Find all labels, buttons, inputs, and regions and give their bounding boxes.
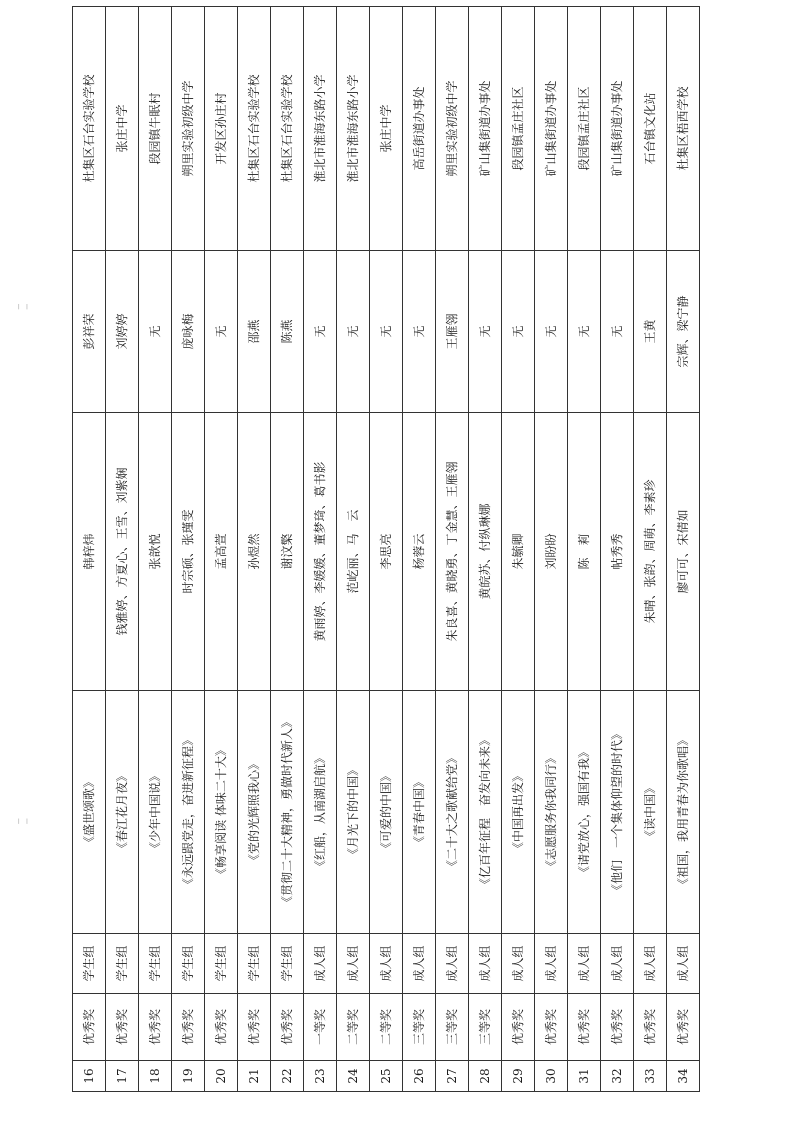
- work-title-cell: 《亿百年征程 奋发向未来》: [469, 691, 502, 934]
- unit-cell: 高岳街道办事处: [403, 7, 436, 251]
- authors-cell: 黄皖苏、付纵琳娜: [469, 413, 502, 691]
- unit-cell: 矿山集街道办事处: [601, 7, 634, 251]
- group-cell: 成人组: [337, 934, 370, 994]
- table-row: [139, 7, 172, 1092]
- work-title-cell: 《党的光辉照我心》: [238, 691, 271, 934]
- work-title-cell: 《春江花月夜》: [106, 691, 139, 934]
- tutor-cell: 邵燕: [238, 251, 271, 413]
- work-title-cell: 《他们 一个集体仰望的时代》: [601, 691, 634, 934]
- authors-cell: 韩梓炜: [73, 413, 106, 691]
- row-number-cell: 23: [304, 1061, 337, 1092]
- table-row: [172, 7, 205, 1092]
- table-row: [370, 7, 403, 1092]
- unit-cell: 杜集区石台实验学校: [271, 7, 304, 251]
- work-title-cell: 《祖国，我用青春为你歌唱》: [667, 691, 700, 934]
- authors-cell: 陈 莉: [568, 413, 601, 691]
- unit-cell: 朔里实验初级中学: [436, 7, 469, 251]
- award-level-cell: 优秀奖: [139, 994, 172, 1061]
- award-level-cell: 二等奖: [370, 994, 403, 1061]
- unit-cell: 淮北市淮海东路小学: [304, 7, 337, 251]
- table-row: [535, 7, 568, 1092]
- row-number-cell: 21: [238, 1061, 271, 1092]
- award-table: [72, 6, 700, 1092]
- group-cell: 成人组: [436, 934, 469, 994]
- table-row: [502, 7, 535, 1092]
- award-level-cell: 三等奖: [469, 994, 502, 1061]
- group-cell: 学生组: [73, 934, 106, 994]
- award-level-cell: 优秀奖: [238, 994, 271, 1061]
- work-title-cell: 《少年中国说》: [139, 691, 172, 934]
- unit-cell: 矿山集街道办事处: [535, 7, 568, 251]
- work-title-cell: 《志愿服务你我同行》: [535, 691, 568, 934]
- row-number-cell: 22: [271, 1061, 304, 1092]
- award-level-cell: 优秀奖: [172, 994, 205, 1061]
- unit-cell: 矿山集街道办事处: [469, 7, 502, 251]
- row-number-cell: 34: [667, 1061, 700, 1092]
- group-cell: 学生组: [106, 934, 139, 994]
- unit-cell: 杜集区梧西学校: [667, 7, 700, 251]
- award-level-cell: 优秀奖: [568, 994, 601, 1061]
- unit-cell: 张庄中学: [106, 7, 139, 251]
- authors-cell: 孟高萱: [205, 413, 238, 691]
- row-number-cell: 29: [502, 1061, 535, 1092]
- table-row: [238, 7, 271, 1092]
- award-level-cell: 三等奖: [403, 994, 436, 1061]
- tutor-cell: 无: [403, 251, 436, 413]
- row-number-cell: 28: [469, 1061, 502, 1092]
- work-title-cell: 《请党放心，强国有我》: [568, 691, 601, 934]
- authors-cell: 廖可可、宋倩如: [667, 413, 700, 691]
- authors-cell: 时宗硕、张瑾雯: [172, 413, 205, 691]
- tutor-cell: 宗辉、梁宁静: [667, 251, 700, 413]
- table-row: [73, 7, 106, 1092]
- work-title-cell: 《中国再出发》: [502, 691, 535, 934]
- table-row: [601, 7, 634, 1092]
- work-title-cell: 《月光下的中国》: [337, 691, 370, 934]
- row-number-cell: 31: [568, 1061, 601, 1092]
- group-cell: 成人组: [667, 934, 700, 994]
- award-level-cell: 一等奖: [304, 994, 337, 1061]
- award-level-cell: 优秀奖: [634, 994, 667, 1061]
- work-title-cell: 《青春中国》: [403, 691, 436, 934]
- row-number-cell: 17: [106, 1061, 139, 1092]
- table-row: [469, 7, 502, 1092]
- rotated-table-container: [72, 42, 700, 1092]
- table-row: [634, 7, 667, 1092]
- work-title-cell: 《贯彻二十大精神，勇做时代新人》: [271, 691, 304, 934]
- tutor-cell: 无: [337, 251, 370, 413]
- row-number-cell: 30: [535, 1061, 568, 1092]
- award-level-cell: 优秀奖: [601, 994, 634, 1061]
- work-title-cell: 《读中国》: [634, 691, 667, 934]
- row-number-cell: 24: [337, 1061, 370, 1092]
- table-row: [337, 7, 370, 1092]
- authors-cell: 孙煜然: [238, 413, 271, 691]
- group-cell: 成人组: [304, 934, 337, 994]
- tutor-cell: 无: [568, 251, 601, 413]
- row-number-cell: 20: [205, 1061, 238, 1092]
- group-cell: 成人组: [403, 934, 436, 994]
- tutor-cell: 无: [601, 251, 634, 413]
- row-number-cell: 32: [601, 1061, 634, 1092]
- tutor-cell: 王黄: [634, 251, 667, 413]
- group-cell: 成人组: [469, 934, 502, 994]
- award-level-cell: 三等奖: [436, 994, 469, 1061]
- award-level-cell: 二等奖: [337, 994, 370, 1061]
- award-level-cell: 优秀奖: [667, 994, 700, 1061]
- table-row: [568, 7, 601, 1092]
- table-row: [205, 7, 238, 1092]
- group-cell: 成人组: [535, 934, 568, 994]
- authors-cell: 杨蓉云: [403, 413, 436, 691]
- row-number-cell: 19: [172, 1061, 205, 1092]
- tutor-cell: 无: [139, 251, 172, 413]
- authors-cell: 张歆悦: [139, 413, 172, 691]
- tutor-cell: 无: [370, 251, 403, 413]
- unit-cell: 淮北市淮海东路小学: [337, 7, 370, 251]
- award-level-cell: 优秀奖: [535, 994, 568, 1061]
- authors-cell: 朱晴、张韵、周萌、李素珍: [634, 413, 667, 691]
- authors-cell: 刘盼盼: [535, 413, 568, 691]
- row-number-cell: 25: [370, 1061, 403, 1092]
- scan-mark-top: ╷ ╷: [16, 300, 30, 310]
- work-title-cell: 《盛世颂歌》: [73, 691, 106, 934]
- group-cell: 成人组: [370, 934, 403, 994]
- tutor-cell: 无: [205, 251, 238, 413]
- unit-cell: 段园镇牛眠村: [139, 7, 172, 251]
- tutor-cell: 无: [535, 251, 568, 413]
- row-number-cell: 26: [403, 1061, 436, 1092]
- unit-cell: 石台镇文化站: [634, 7, 667, 251]
- unit-cell: 杜集区石台实验学校: [238, 7, 271, 251]
- authors-cell: 朱毓卿: [502, 413, 535, 691]
- authors-cell: 李思亮: [370, 413, 403, 691]
- group-cell: 学生组: [238, 934, 271, 994]
- table-row: [304, 7, 337, 1092]
- unit-cell: 段园镇孟庄社区: [502, 7, 535, 251]
- tutor-cell: 彭祥荣: [73, 251, 106, 413]
- row-number-cell: 16: [73, 1061, 106, 1092]
- unit-cell: 朔里实验初级中学: [172, 7, 205, 251]
- authors-cell: 钱雅婷、方夏心、王雪、刘紫娴: [106, 413, 139, 691]
- tutor-cell: 无: [502, 251, 535, 413]
- unit-cell: 开发区孙庄村: [205, 7, 238, 251]
- group-cell: 成人组: [601, 934, 634, 994]
- authors-cell: 黄雨婷、李媛媛、董梦琦、葛书影: [304, 413, 337, 691]
- award-level-cell: 优秀奖: [205, 994, 238, 1061]
- work-title-cell: 《红船，从南湖启航》: [304, 691, 337, 934]
- unit-cell: 张庄中学: [370, 7, 403, 251]
- group-cell: 学生组: [139, 934, 172, 994]
- group-cell: 学生组: [172, 934, 205, 994]
- work-title-cell: 《畅享阅读 体味二十大》: [205, 691, 238, 934]
- authors-cell: 朱良喜、黄晓勇、丁金慧、王雁翎: [436, 413, 469, 691]
- table-row: [436, 7, 469, 1092]
- award-level-cell: 优秀奖: [502, 994, 535, 1061]
- authors-cell: 谢汶檠: [271, 413, 304, 691]
- tutor-cell: 庞咏梅: [172, 251, 205, 413]
- tutor-cell: 刘婷婷: [106, 251, 139, 413]
- table-row: [106, 7, 139, 1092]
- authors-cell: 帖秀秀: [601, 413, 634, 691]
- work-title-cell: 《可爱的中国》: [370, 691, 403, 934]
- table-row: [271, 7, 304, 1092]
- group-cell: 成人组: [634, 934, 667, 994]
- award-table-body: [73, 7, 700, 1092]
- group-cell: 成人组: [502, 934, 535, 994]
- award-level-cell: 优秀奖: [271, 994, 304, 1061]
- award-level-cell: 优秀奖: [106, 994, 139, 1061]
- tutor-cell: 陈燕: [271, 251, 304, 413]
- table-row: [667, 7, 700, 1092]
- table-row: [403, 7, 436, 1092]
- tutor-cell: 王雁翎: [436, 251, 469, 413]
- group-cell: 学生组: [271, 934, 304, 994]
- tutor-cell: 无: [469, 251, 502, 413]
- unit-cell: 段园镇孟庄社区: [568, 7, 601, 251]
- work-title-cell: 《二十大之歌献给党》: [436, 691, 469, 934]
- row-number-cell: 33: [634, 1061, 667, 1092]
- work-title-cell: 《永远跟党走，奋进新征程》: [172, 691, 205, 934]
- group-cell: 学生组: [205, 934, 238, 994]
- row-number-cell: 18: [139, 1061, 172, 1092]
- authors-cell: 范屹丽、马 云: [337, 413, 370, 691]
- unit-cell: 杜集区石台实验学校: [73, 7, 106, 251]
- group-cell: 成人组: [568, 934, 601, 994]
- tutor-cell: 无: [304, 251, 337, 413]
- award-level-cell: 优秀奖: [73, 994, 106, 1061]
- row-number-cell: 27: [436, 1061, 469, 1092]
- scan-mark-bottom: ╵ ╵: [16, 820, 30, 830]
